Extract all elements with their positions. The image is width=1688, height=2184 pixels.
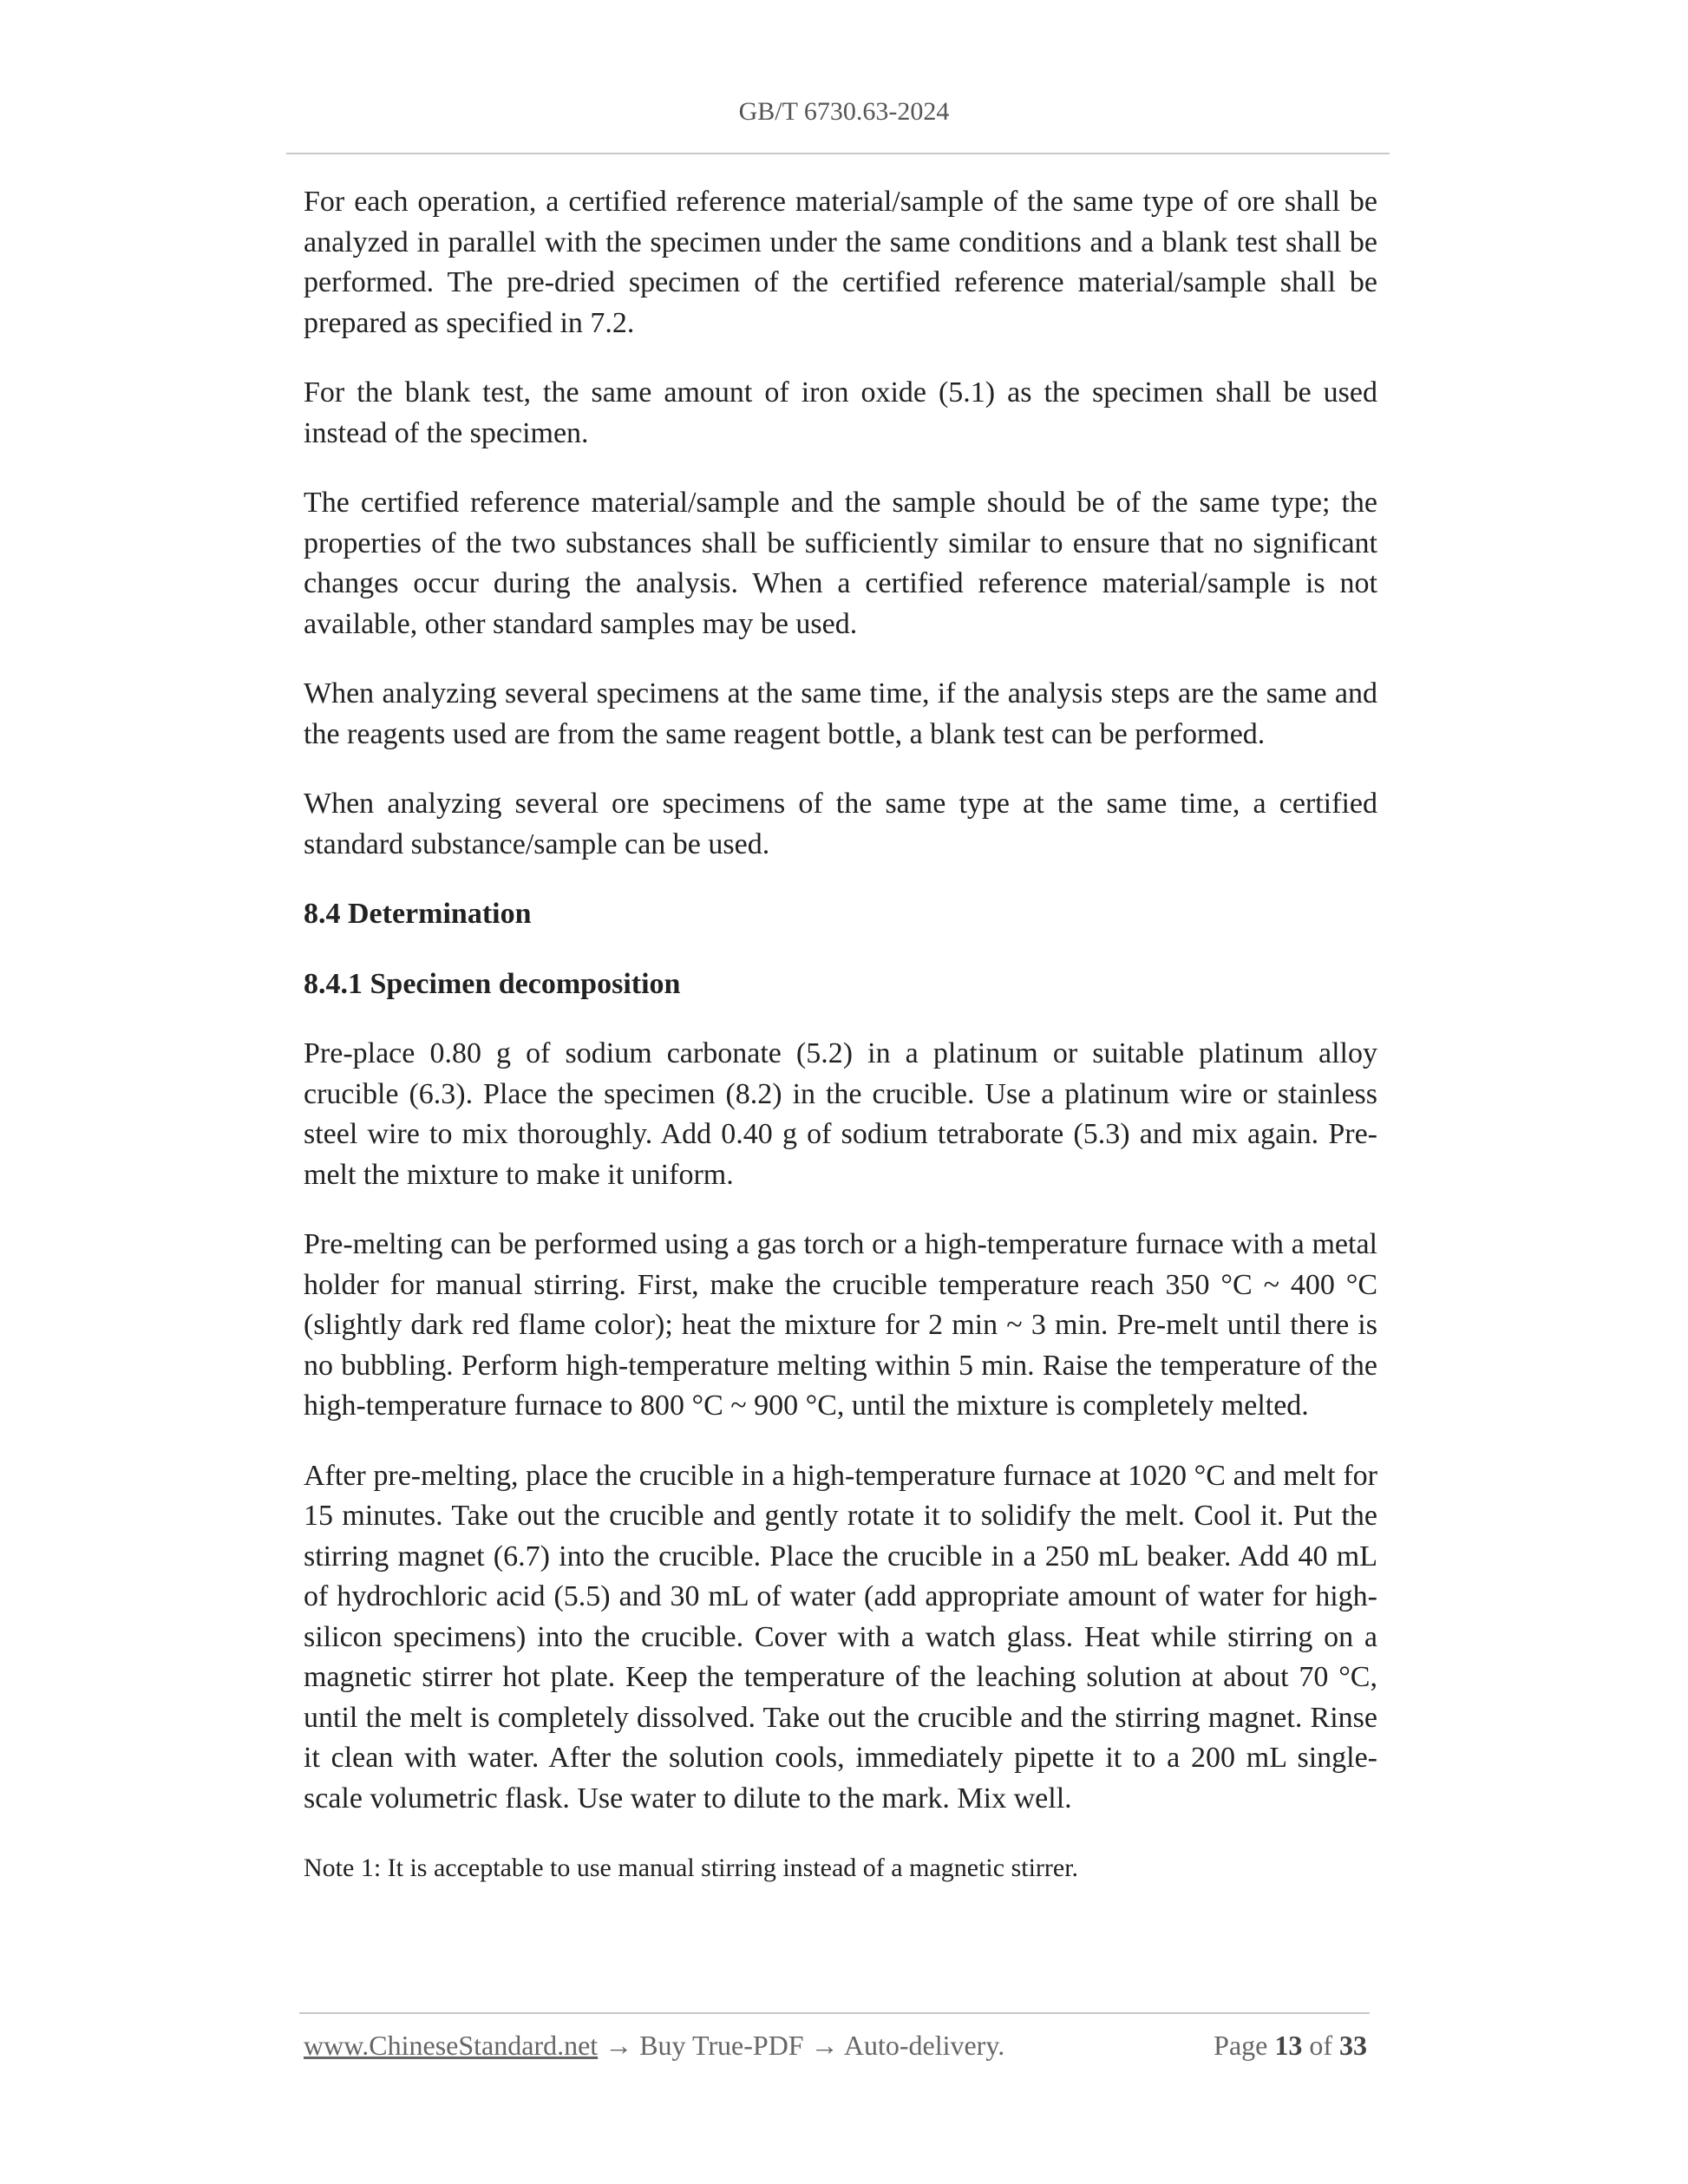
page-total: 33 [1339, 2030, 1367, 2061]
header-divider [286, 153, 1390, 154]
paragraph-reference-material: For each operation, a certified reference material/sample of the same type of ore shall be analyzed in parallel with the specimen under the same conditions and a blank test shall be performed. The pre-dried specimen of the certified reference material/sample shall be prepared as specified in 7.2. [304, 186, 1377, 339]
page-header-title: GB/T 6730.63-2024 [738, 97, 950, 126]
footer-tagline: → Buy True-PDF → Auto-delivery. [605, 2030, 1005, 2061]
paragraph-same-type: The certified reference material/sample and the sample should be of the same type; the properties of the two substances shall be sufficiently similar to ensure that no significant changes occur during the analysis. When a certified reference material/sample is not available, other standard samples may be used. [304, 487, 1377, 640]
footer-left [304, 2030, 1004, 2062]
page-indicator [1214, 2030, 1367, 2062]
paragraph-pre-melting: Pre-melting can be performed using a gas torch or a high-temperature furnace with a metal holder for manual stirring. First, make the crucible temperature reach 350 °C ~ 400 °C (slightly dark red flame color); heat the mixture for 2 min ~ 3 min. Pre-melt until there is no bubbling. Perform high-temperature melting within 5 min. Raise the temperature of the high-temperature furnace to 800 °C ~ 900 °C, until the mixture is completely melted. [304, 1228, 1377, 1422]
page-label: Page [1214, 2030, 1268, 2061]
page-of-label: of [1309, 2030, 1332, 2061]
subsection-heading-specimen-decomposition: 8.4.1 Specimen decomposition [304, 967, 681, 1000]
document-body [304, 182, 1377, 1888]
paragraph-blank-test: For the blank test, the same amount of iron oxide (5.1) as the specimen shall be used instead of the specimen. [304, 376, 1377, 449]
page-number: 13 [1274, 2030, 1303, 2061]
footer-divider [299, 2012, 1370, 2014]
paragraph-after-pre-melting: After pre-melting, place the crucible in a high-temperature furnace at 1020 °C and melt for 15 minutes. Take out the crucible and gently rotate it to solidify the melt. Cool it. Put the stirring magnet (6.7) into the crucible. Place the crucible in a 250 mL beaker. Add 40 mL of hydrochloric acid (5.5) and 30 mL of water (add appropriate amount of water for high-silicon specimens) into the crucible. Cover with a watch glass. Heat while stirring on a magnetic stirrer hot plate. Keep the temperature of the leaching solution at about 70 °C, until the melt is completely dissolved. Take out the crucible and the stirring magnet. Rinse it clean with water. After the solution cools, immediately pipette it to a 200 mL single-scale volumetric flask. Use water to dilute to the mark. Mix well. [304, 1459, 1377, 1815]
paragraph-pre-place: Pre-place 0.80 g of sodium carbonate (5.2) in a platinum or suitable platinum alloy crucible (6.3). Place the specimen (8.2) in the crucible. Use a platinum wire or stainless steel wire to mix thoroughly. Add 0.40 g of sodium tetraborate (5.3) and mix again. Pre-melt the mixture to make it uniform. [304, 1037, 1377, 1191]
footer-website-link[interactable]: www.ChineseStandard.net [304, 2030, 599, 2061]
section-heading-determination: 8.4 Determination [304, 898, 532, 930]
paragraph-several-specimens: When analyzing several specimens at the same time, if the analysis steps are the same and the reagents used are from the same reagent bottle, a blank test can be performed. [304, 677, 1377, 750]
note-1: Note 1: It is acceptable to use manual stirring instead of a magnetic stirrer. [304, 1854, 1079, 1882]
paragraph-several-ore-specimens: When analyzing several ore specimens of the same type at the same time, a certified standard substance/sample can be used. [304, 788, 1377, 860]
